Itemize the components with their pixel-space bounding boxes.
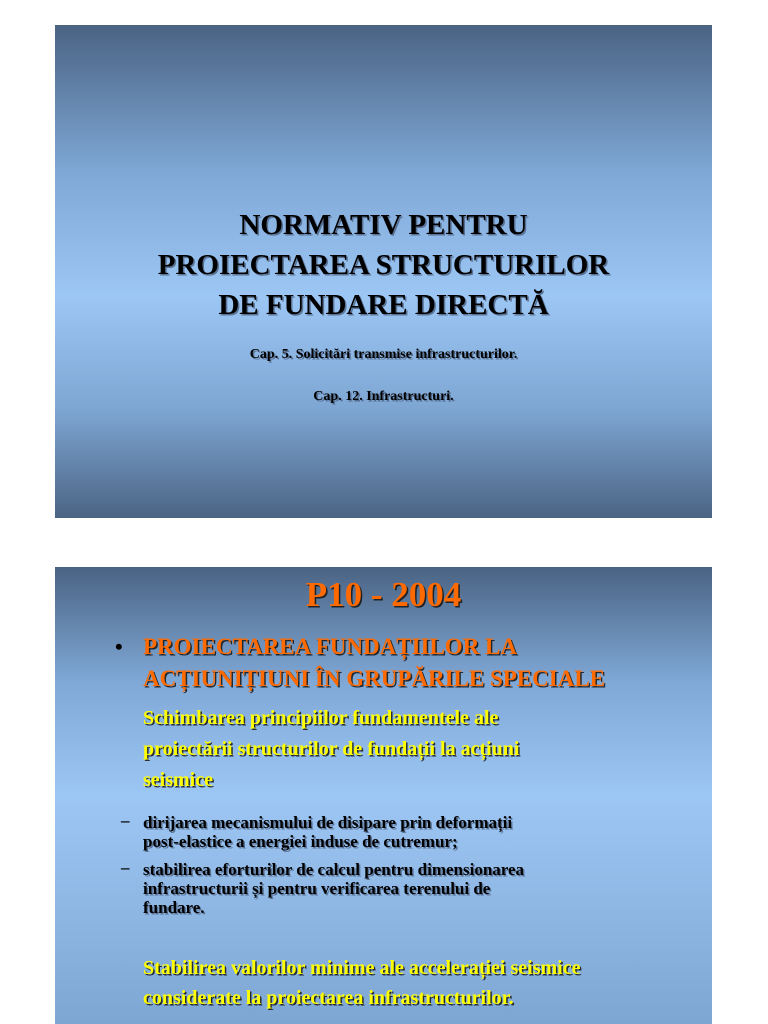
subheading-line: seismice <box>143 769 213 791</box>
bullet-heading <box>143 631 605 695</box>
slide-heading: P10 - 2004 <box>305 575 462 614</box>
chapter-reference-12: Cap. 12. Infrastructuri. <box>313 389 454 404</box>
title-line: PROIECTAREA STRUCTURILOR <box>157 249 610 281</box>
list-item-line: fundare. <box>143 898 205 917</box>
closing-line: Stabilirea valorilor minime ale accelerației seismice <box>143 957 581 979</box>
title-line: DE FUNDARE DIRECTĂ <box>218 289 549 321</box>
closing-line: considerate la proiectarea infrastructurilor. <box>143 987 514 1009</box>
list-item-line: dirijarea mecanismului de disipare prin deformații <box>143 813 513 832</box>
slide-title <box>55 205 712 325</box>
list-item-line: post-elastice a energiei induse de cutremur; <box>143 832 458 851</box>
title-line: NORMATIV PENTRU <box>239 209 528 241</box>
subheading-line: Schimbarea principiilor fundamentele ale <box>143 707 499 729</box>
dash-marker: – <box>121 858 130 877</box>
dash-marker: – <box>121 811 130 830</box>
closing-statement <box>143 953 580 1013</box>
subheading <box>143 703 519 796</box>
chapter-reference-5: Cap. 5. Solicitări transmise infrastructurilor. <box>249 347 518 362</box>
title-slide <box>55 25 712 518</box>
content-slide <box>55 567 712 1024</box>
list-item <box>143 813 512 851</box>
list-item-line: infrastructurii și pentru verificarea terenului de <box>143 879 491 898</box>
list-item <box>143 860 524 917</box>
bullet-line: ACȚIUNIȚIUNI ÎN GRUPĂRILE SPECIALE <box>143 666 605 691</box>
bullet-line: PROIECTAREA FUNDAȚIILOR LA <box>143 634 518 659</box>
subheading-line: proiectării structurilor de fundații la acțiuni <box>143 738 520 760</box>
bullet-marker: • <box>115 634 123 659</box>
list-item-line: stabilirea eforturilor de calcul pentru dimensionarea <box>143 860 525 879</box>
